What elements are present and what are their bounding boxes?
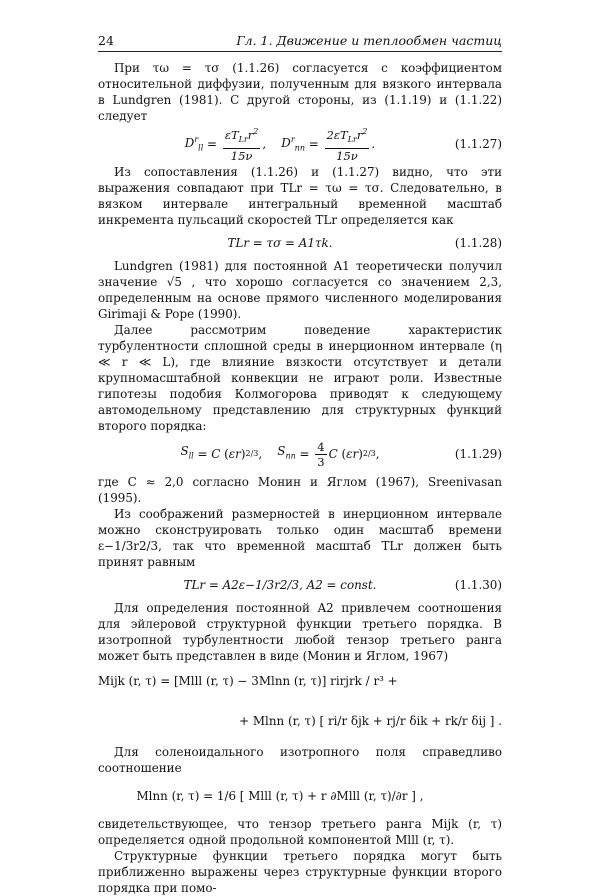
page-number: 24 bbox=[98, 33, 114, 48]
fraction-nn: $\frac{2\varepsilon T_{Lr}r^2}{15\nu}$ bbox=[326, 127, 368, 163]
paragraph-3: Lundgren (1981) для постоянной A1 теоретически получил значение √5 , что хорошо согласуется со значением 2,3, определенным на основе прямого численного моделирования Girimaji & Pope (1990). bbox=[98, 259, 502, 321]
running-header bbox=[98, 31, 502, 52]
equation-number: (1.1.27) bbox=[454, 137, 502, 151]
structure-function-nn: $D^r_{nn}$ bbox=[281, 134, 305, 153]
equation-number: (1.1.30) bbox=[454, 578, 502, 592]
paragraph-9: свидетельствующее, что тензор третьего ранга Mijk (r, τ) определяется одной продольной компонентой Mlll (r, τ). bbox=[98, 817, 502, 847]
equation-tensor-line-2: + Mlnn (r, τ) [ ri/r δjk + rj/r δik + rk/r δij ] . bbox=[239, 714, 502, 728]
equation-1-1-29-body: $S_{ll}$ = C ( εr ) 2/3 , $S_{nn}$ = $\frac{4}{3}$ C ( εr ) 2/3 , bbox=[180, 439, 380, 469]
equation-1-1-27 bbox=[98, 124, 502, 164]
equation-1-1-30 bbox=[98, 570, 502, 600]
equation-tensor-m bbox=[98, 664, 502, 744]
paragraph-6: Из соображений размерностей в инерционном интервале можно сконструировать только один масштаб времени ε−1/3r2/3, так что временной масштаб TLr должен быть принят равным bbox=[98, 507, 502, 569]
equation-1-1-28 bbox=[98, 228, 502, 258]
equation-solenoidal-body: Mlnn (r, τ) = 1/6 [ Mlll (r, τ) + r ∂Mlll (r, τ)/∂r ] , bbox=[136, 789, 424, 803]
equation-tensor-line-1: Mijk (r, τ) = [Mlll (r, τ) − 3Mlnn (r, τ)] rirjrk / r³ + bbox=[98, 674, 398, 688]
running-title: Гл. 1. Движение и теплообмен частиц bbox=[236, 33, 502, 48]
equation-number: (1.1.28) bbox=[454, 236, 502, 250]
paragraph-4: Далее рассмотрим поведение характеристик турбулентности сплошной среды в инерционном интервале (η ≪ r ≪ L), где влияние вязкости отсутствует и детали крупномасштабной конвекции не играют роли. Известные гипотезы подобия Колмогорова приводят к следующему автомодельному представлению для структурных функций второго порядка: bbox=[98, 323, 502, 433]
structure-function-ll: $D^r_{ll}$ bbox=[184, 134, 204, 153]
fraction-ll: $\frac{\varepsilon T_{Lr}r^2}{15\nu}$ bbox=[224, 127, 259, 163]
equation-1-1-27-body: $D^r_{ll}$ = $\frac{\varepsilon T_{Lr}r^2}{15\nu}$ , $D^r_{nn}$ = $\frac{2\varepsilon T_{Lr}r^2}{15\nu}$ . bbox=[184, 127, 376, 163]
paragraph-7: Для определения постоянной A2 привлечем соотношения для эйлеровой структурной функции третьего порядка. В изотропной турбулентности любой тензор третьего ранга может быть представлен в виде (Монин и Яглом, 1967) bbox=[98, 601, 502, 663]
paragraph-10: Структурные функции третьего порядка могут быть приближенно выражены через структурные функции второго порядка при помо- bbox=[98, 849, 502, 895]
fraction-four-thirds: $\frac{4}{3}$ bbox=[317, 439, 325, 469]
equation-1-1-28-body: TLr = τσ = A1τk. bbox=[227, 236, 333, 250]
equation-number: (1.1.29) bbox=[454, 447, 502, 461]
equation-1-1-29 bbox=[98, 434, 502, 474]
paragraph-1: При τω = τσ (1.1.26) согласуется с коэффициентом относительной диффузии, полученным для вязкого интервала в Lundgren (1981). С другой стороны, из (1.1.19) и (1.1.22) следует bbox=[98, 61, 502, 123]
page-body bbox=[98, 60, 502, 896]
equation-1-1-30-body: TLr = A2ε−1/3r2/3, A2 = const. bbox=[183, 578, 377, 592]
paragraph-8: Для соленоидального изотропного поля справедливо соотношение bbox=[98, 745, 502, 775]
equation-solenoidal bbox=[98, 776, 502, 816]
paragraph-5: где C ≈ 2,0 согласно Монин и Яглом (1967), Sreenivasan (1995). bbox=[98, 475, 502, 505]
paragraph-2: Из сопоставления (1.1.26) и (1.1.27) видно, что эти выражения совпадают при TLr = τω = τσ. Следовательно, в вязком интервале интегральный временной масштаб инкремента пульсаций скоростей TLr определяется как bbox=[98, 165, 502, 227]
